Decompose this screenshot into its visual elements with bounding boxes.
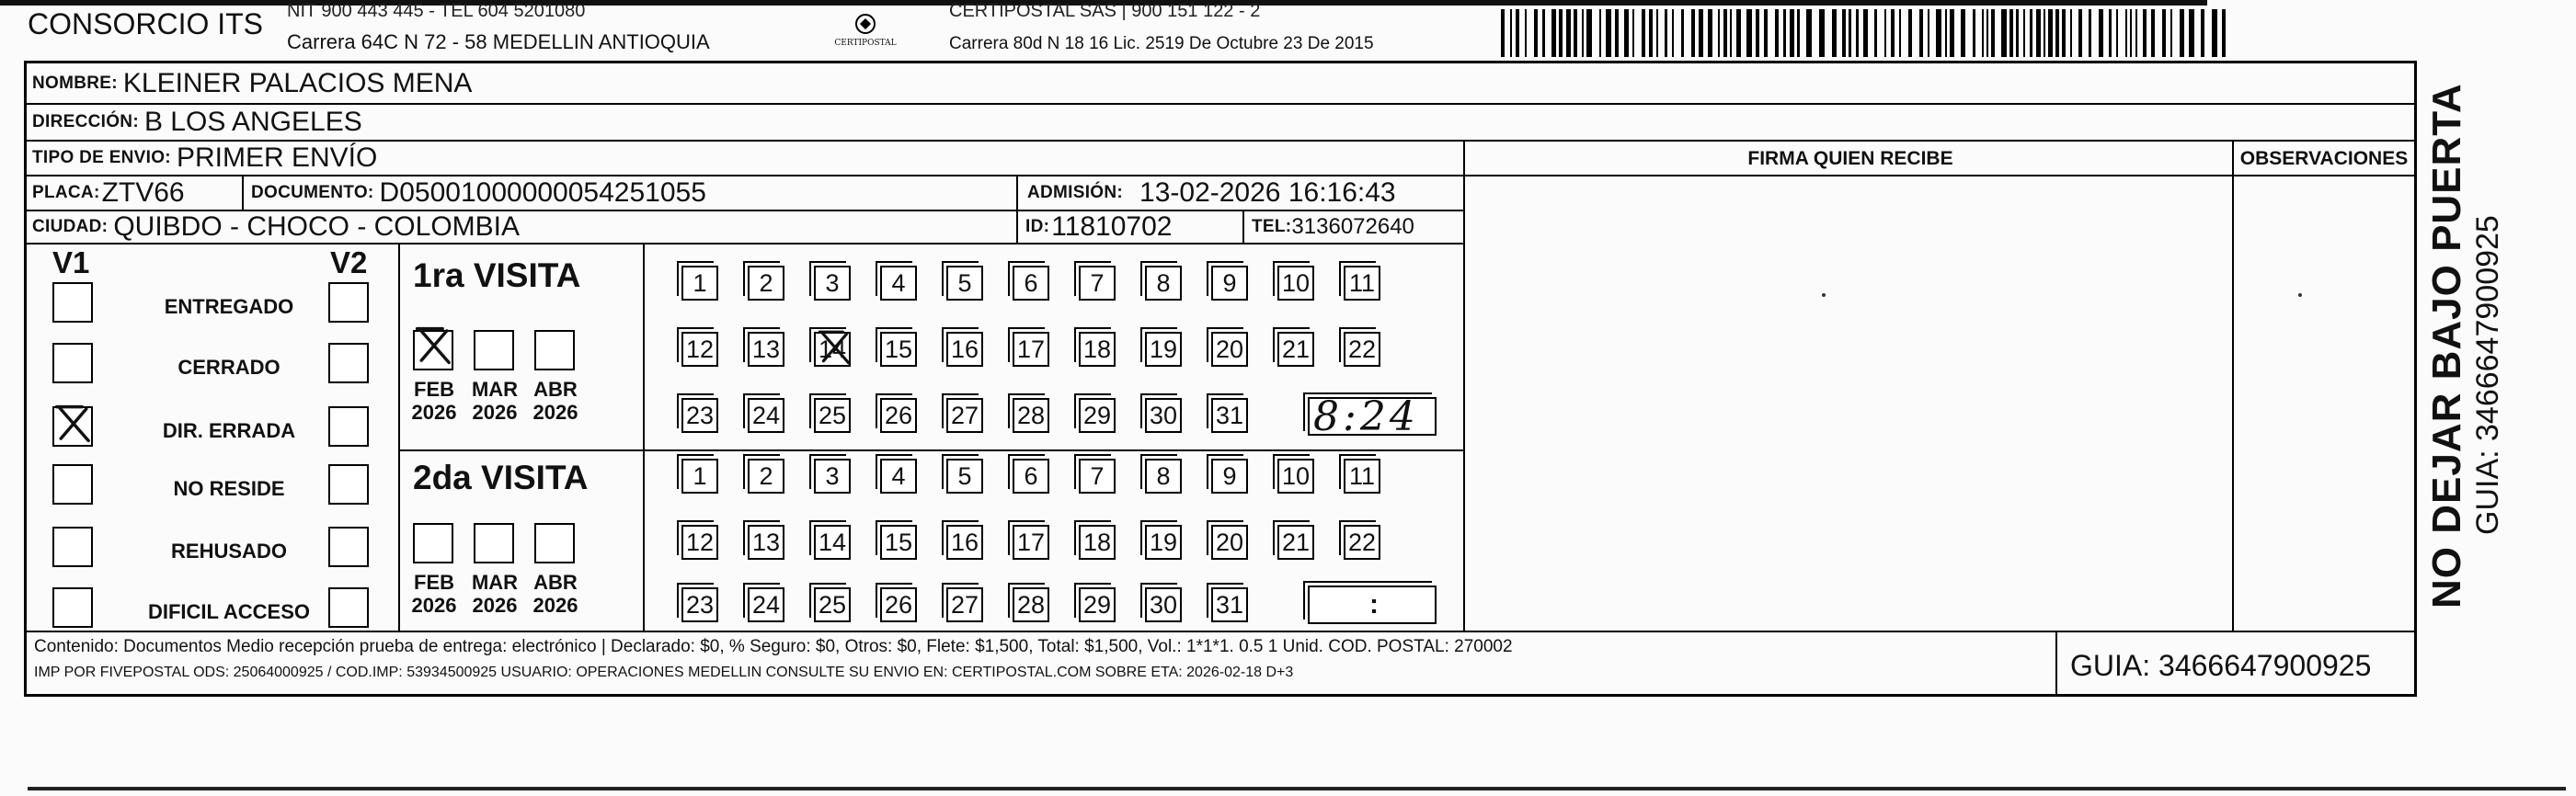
barcode-bar bbox=[2125, 9, 2127, 57]
barcode-bar bbox=[1624, 9, 1629, 57]
direccion-row bbox=[27, 105, 2414, 142]
barcode-bar bbox=[1945, 9, 1947, 57]
nombre-value: KLEINER PALACIOS MENA bbox=[122, 67, 473, 98]
day-box[interactable]: 15 bbox=[880, 525, 917, 560]
barcode-bar bbox=[2023, 9, 2025, 57]
barcode-bar bbox=[1501, 9, 1505, 57]
v1-checkbox[interactable] bbox=[52, 527, 93, 567]
barcode-bar bbox=[1863, 9, 1868, 57]
carrier-info-line1: CERTIPOSTAL SAS | 900 151 122 - 2 bbox=[949, 1, 1261, 21]
reason-label: DIR. ERRADA bbox=[162, 419, 296, 442]
day-box[interactable]: 23 bbox=[681, 587, 718, 622]
barcode-bar bbox=[2055, 9, 2059, 57]
barcode-bar bbox=[1982, 9, 1984, 57]
barcode-bar bbox=[2201, 9, 2204, 57]
day-box[interactable]: 14 bbox=[814, 525, 851, 560]
reason-label: DIFICIL ACCESO bbox=[147, 600, 310, 623]
v1-checkbox[interactable] bbox=[52, 343, 93, 383]
barcode-bar bbox=[1973, 9, 1975, 57]
barcode-bar bbox=[1606, 9, 1611, 57]
barcode-bar bbox=[1542, 9, 1545, 57]
barcode-bar bbox=[2170, 9, 2172, 57]
barcode-bar bbox=[1534, 9, 1538, 57]
day-box[interactable]: 10 bbox=[1277, 459, 1314, 494]
month-label: MAR 2026 bbox=[471, 378, 519, 424]
barcode-bar bbox=[2222, 9, 2226, 57]
barcode-bar bbox=[1746, 9, 1752, 57]
day-box[interactable]: 8 bbox=[1145, 266, 1182, 301]
certipostal-logo: CERTIPOSTAL bbox=[833, 11, 898, 57]
side-warning: NO DEJAR BAJO PUERTA bbox=[2424, 83, 2469, 608]
barcode-bar bbox=[2009, 9, 2013, 57]
barcode-bar bbox=[2109, 9, 2112, 57]
barcode-bar bbox=[1582, 9, 1584, 57]
check-mark-icon bbox=[413, 324, 455, 371]
barcode-bar bbox=[1665, 9, 1667, 57]
day-box[interactable]: 19 bbox=[1145, 525, 1182, 560]
month-checkbox-mar[interactable] bbox=[474, 330, 514, 370]
admision-value: 13-02-2026 16:16:43 bbox=[1139, 177, 1396, 208]
day-box[interactable]: 26 bbox=[880, 398, 917, 433]
barcode-bar bbox=[1525, 9, 1527, 57]
barcode-bar bbox=[1961, 9, 1965, 57]
day-box[interactable]: 28 bbox=[1013, 398, 1049, 433]
barcode-bar bbox=[1723, 9, 1727, 57]
barcode-bar bbox=[2070, 9, 2072, 57]
nombre-label: NOMBRE: bbox=[32, 73, 118, 93]
month-divider bbox=[643, 244, 645, 631]
barcode-bar bbox=[1783, 9, 1786, 57]
barcode-bar bbox=[2044, 9, 2045, 57]
barcode-bar bbox=[1632, 9, 1634, 57]
barcode-bar bbox=[1891, 9, 1895, 57]
tipo-row bbox=[27, 142, 1465, 176]
day-box[interactable]: 28 bbox=[1013, 587, 1049, 622]
observaciones-left-border bbox=[2232, 142, 2234, 631]
day-box[interactable]: 24 bbox=[748, 398, 784, 433]
month-label: ABR 2026 bbox=[532, 378, 578, 424]
barcode-bar bbox=[1730, 9, 1732, 57]
footer-guia-divider bbox=[2055, 631, 2057, 697]
day-box[interactable]: 22 bbox=[1344, 525, 1380, 560]
barcode-bar bbox=[2001, 9, 2007, 57]
visit-divider bbox=[398, 449, 1465, 451]
barcode-bar bbox=[1551, 9, 1556, 57]
barcode-bar bbox=[1991, 9, 1995, 57]
barcode-bar bbox=[1656, 9, 1658, 57]
day-box[interactable]: 11 bbox=[1344, 266, 1380, 301]
v2-checkbox[interactable] bbox=[328, 587, 369, 628]
day-box[interactable]: 1 bbox=[681, 459, 718, 494]
barcode-bar bbox=[1899, 9, 1901, 57]
reason-label: NO RESIDE bbox=[173, 477, 285, 500]
side-guia: GUIA: 3466647900925 bbox=[2470, 215, 2505, 535]
barcode-bar bbox=[2189, 9, 2194, 57]
day-box[interactable]: 30 bbox=[1145, 587, 1182, 622]
day-box[interactable]: 18 bbox=[1079, 525, 1116, 560]
barcode-bar bbox=[2048, 9, 2053, 57]
v1-checkbox[interactable] bbox=[52, 587, 93, 628]
admision-label: ADMISIÓN: bbox=[1027, 183, 1124, 202]
barcode-bar bbox=[2116, 9, 2118, 57]
v2-label: V2 bbox=[330, 245, 368, 279]
day-box[interactable]: 13 bbox=[748, 525, 784, 560]
day-box[interactable]: 2 bbox=[748, 266, 784, 301]
id-value: 11810702 bbox=[1051, 211, 1173, 242]
barcode-bar bbox=[2180, 9, 2184, 57]
day-box[interactable]: 30 bbox=[1145, 398, 1182, 433]
carrier-info-line2: Carrera 80d N 18 16 Lic. 2519 De Octubre 23 De 2015 bbox=[949, 34, 1374, 53]
day-box[interactable]: 17 bbox=[1013, 525, 1049, 560]
month-label: MAR 2026 bbox=[471, 571, 519, 617]
barcode-bar bbox=[1986, 9, 1988, 57]
barcode-bar bbox=[1681, 9, 1684, 57]
barcode-bar bbox=[1574, 9, 1577, 57]
v2-checkbox[interactable] bbox=[328, 527, 369, 567]
firma-left-border bbox=[1463, 142, 1465, 631]
barcode-bar bbox=[1806, 9, 1812, 57]
v2-checkbox[interactable] bbox=[328, 464, 369, 505]
barcode-bar bbox=[1510, 9, 1512, 57]
month-checkbox-abr[interactable] bbox=[534, 523, 575, 563]
barcode-bar bbox=[2036, 9, 2041, 57]
day-box[interactable]: 29 bbox=[1079, 587, 1116, 622]
day-box[interactable]: 3 bbox=[814, 459, 851, 494]
barcode-bar bbox=[1856, 9, 1859, 57]
barcode-bar bbox=[1756, 9, 1759, 57]
tel-value: 3136072640 bbox=[1291, 214, 1414, 239]
check-mark-icon bbox=[816, 328, 854, 373]
placa-row bbox=[27, 176, 1465, 211]
day-box[interactable]: 15 bbox=[880, 332, 917, 367]
shipping-form bbox=[24, 61, 2417, 697]
reasons-divider bbox=[398, 244, 400, 631]
observaciones-header: OBSERVACIONES bbox=[2239, 148, 2409, 169]
barcode-bar bbox=[2143, 9, 2147, 57]
footer-content: Contenido: Documentos Medio recepción prueba de entrega: electrónico | Declarado: $0, % Seguro: $0, Otros: $0, Flete: $1,500, Total: $1,500, Vol.: 1*1*1. 0.5 1 Unid. COD. POSTAL: 270002 bbox=[34, 637, 1513, 656]
barcode-bar bbox=[1699, 9, 1703, 57]
barcode-bar bbox=[1790, 9, 1794, 57]
barcode-bar bbox=[1775, 9, 1779, 57]
day-box[interactable]: 17 bbox=[1013, 332, 1049, 367]
first-visit-time: 8:24 bbox=[1313, 393, 1419, 440]
barcode-bar bbox=[1599, 9, 1601, 57]
barcode-bar bbox=[2099, 9, 2103, 57]
month-label: FEB 2026 bbox=[411, 571, 457, 617]
barcode-bar bbox=[1874, 9, 1877, 57]
first-visit-time-box bbox=[1308, 393, 1437, 440]
v1-checkbox[interactable] bbox=[52, 464, 93, 505]
barcode-bar bbox=[2016, 9, 2019, 57]
v1-checkbox[interactable] bbox=[52, 282, 93, 323]
barcode-bar bbox=[1936, 9, 1941, 57]
company-info-line2: Carrera 64C N 72 - 58 MEDELLIN ANTIOQUIA bbox=[287, 30, 710, 53]
ciudad-label: CIUDAD: bbox=[32, 217, 109, 236]
documento-label: DOCUMENTO: bbox=[251, 183, 374, 202]
nombre-row bbox=[27, 63, 2414, 105]
day-box[interactable]: 3 bbox=[814, 266, 851, 301]
month-label: FEB 2026 bbox=[411, 378, 457, 424]
day-box[interactable]: 25 bbox=[814, 587, 851, 622]
day-box[interactable]: 12 bbox=[681, 332, 718, 367]
barcode-bar bbox=[1819, 9, 1825, 57]
barcode-bar bbox=[1642, 9, 1645, 57]
barcode-bar bbox=[2089, 9, 2091, 57]
barcode-bar bbox=[1586, 9, 1592, 57]
barcode-bar bbox=[1736, 9, 1741, 57]
day-box[interactable]: 21 bbox=[1277, 332, 1314, 367]
day-box[interactable]: 27 bbox=[946, 398, 983, 433]
barcode-bar bbox=[1950, 9, 1954, 57]
ciudad-value: QUIBDO - CHOCO - COLOMBIA bbox=[113, 211, 521, 242]
barcode-bar bbox=[1849, 9, 1851, 57]
month-checkbox-feb[interactable] bbox=[413, 523, 453, 563]
day-box[interactable]: 21 bbox=[1277, 525, 1314, 560]
barcode-bar bbox=[1797, 9, 1800, 57]
second-visit-title: 2da VISITA bbox=[413, 459, 589, 496]
day-box[interactable]: 2 bbox=[748, 459, 784, 494]
company-name: CONSORCIO ITS bbox=[28, 7, 264, 40]
placa-label: PLACA: bbox=[32, 183, 100, 202]
day-box[interactable]: 29 bbox=[1079, 398, 1116, 433]
bottom-rule bbox=[28, 787, 2566, 790]
day-box[interactable]: 6 bbox=[1013, 266, 1049, 301]
day-box[interactable]: 9 bbox=[1211, 266, 1248, 301]
barcode-bar bbox=[1615, 9, 1619, 57]
barcode-bar bbox=[1928, 9, 1929, 57]
day-box[interactable]: 16 bbox=[946, 525, 983, 560]
day-box[interactable]: 13 bbox=[748, 332, 784, 367]
barcode-bar bbox=[1649, 9, 1653, 57]
day-box[interactable]: 7 bbox=[1079, 266, 1116, 301]
documento-value: D05001000000054251055 bbox=[379, 177, 706, 208]
barcode-bar bbox=[2130, 9, 2132, 57]
direccion-value: B LOS ANGELES bbox=[143, 107, 362, 137]
barcode-bar bbox=[2135, 9, 2137, 57]
reason-label: REHUSADO bbox=[171, 540, 287, 563]
day-box[interactable]: 14 bbox=[814, 332, 851, 367]
tipo-label: TIPO DE ENVIO: bbox=[32, 148, 171, 167]
month-checkbox-mar[interactable] bbox=[474, 523, 514, 563]
day-box[interactable]: 9 bbox=[1211, 459, 1248, 494]
barcode-bar bbox=[1919, 9, 1923, 57]
company-info-line1: NIT 900 443 445 - TEL 604 5201080 bbox=[287, 1, 586, 21]
barcode-bar bbox=[1672, 9, 1674, 57]
day-box[interactable]: 19 bbox=[1145, 332, 1182, 367]
barcode-bar bbox=[1566, 9, 1571, 57]
placa-value: ZTV66 bbox=[101, 177, 185, 208]
day-box[interactable]: 18 bbox=[1079, 332, 1116, 367]
v1-label: V1 bbox=[52, 245, 90, 279]
day-box[interactable]: 23 bbox=[681, 398, 718, 433]
barcode-bar bbox=[2162, 9, 2166, 57]
barcode-bar bbox=[2151, 9, 2155, 57]
v2-checkbox[interactable] bbox=[328, 282, 369, 323]
footer-guia: GUIA: 3466647900925 bbox=[2070, 649, 2372, 682]
second-visit-time-box bbox=[1308, 586, 1437, 624]
day-box[interactable]: 16 bbox=[946, 332, 983, 367]
reason-label: CERRADO bbox=[177, 356, 280, 379]
barcode-bar bbox=[1708, 9, 1712, 57]
footer-print-info: IMP POR FIVEPOSTAL ODS: 25064000925 / COD.IMP: 53934500925 USUARIO: OPERACIONES MEDELLIN CONSULTE SU ENVIO EN: CERTIPOSTAL.COM SOBRE ETA: 2026-02-18 D+3 bbox=[34, 665, 1294, 680]
day-box[interactable]: 27 bbox=[946, 587, 983, 622]
barcode-bar bbox=[1908, 9, 1912, 57]
day-box[interactable]: 12 bbox=[681, 525, 718, 560]
v2-checkbox[interactable] bbox=[328, 343, 369, 383]
second-visit-time: : bbox=[1369, 589, 1379, 620]
month-checkbox-abr[interactable] bbox=[534, 330, 575, 370]
day-box[interactable]: 24 bbox=[748, 587, 784, 622]
check-mark-icon bbox=[52, 403, 95, 449]
barcode bbox=[1501, 9, 2237, 57]
day-box[interactable]: 20 bbox=[1211, 525, 1248, 560]
barcode-bar bbox=[1718, 9, 1720, 57]
barcode-bar bbox=[1832, 9, 1837, 57]
firma-header: FIRMA QUIEN RECIBE bbox=[1747, 148, 1953, 169]
tipo-value: PRIMER ENVÍO bbox=[176, 142, 378, 173]
day-box[interactable]: 10 bbox=[1277, 266, 1314, 301]
day-box[interactable]: 5 bbox=[946, 266, 983, 301]
barcode-bar bbox=[2212, 9, 2217, 57]
barcode-bar bbox=[1884, 9, 1886, 57]
column-header-divider bbox=[1465, 175, 2414, 176]
day-box[interactable]: 4 bbox=[880, 459, 917, 494]
v1-checkbox[interactable] bbox=[52, 406, 93, 447]
day-box[interactable]: 1 bbox=[681, 266, 718, 301]
day-box[interactable]: 8 bbox=[1145, 459, 1182, 494]
barcode-bar bbox=[1764, 9, 1768, 57]
reason-label: ENTREGADO bbox=[164, 295, 294, 318]
barcode-bar bbox=[1691, 9, 1695, 57]
barcode-bar bbox=[2030, 9, 2032, 57]
id-label: ID: bbox=[1025, 217, 1050, 236]
v2-checkbox[interactable] bbox=[328, 406, 369, 447]
month-checkbox-feb[interactable] bbox=[413, 330, 453, 370]
ciudad-row bbox=[27, 211, 1465, 244]
day-box[interactable]: 6 bbox=[1013, 459, 1049, 494]
day-box[interactable]: 11 bbox=[1344, 459, 1380, 494]
barcode-bar bbox=[2062, 9, 2066, 57]
firma-dot bbox=[1822, 293, 1826, 297]
day-box[interactable]: 22 bbox=[1344, 332, 1380, 367]
day-box[interactable]: 7 bbox=[1079, 459, 1116, 494]
barcode-bar bbox=[1516, 9, 1519, 57]
month-label: ABR 2026 bbox=[532, 571, 578, 617]
day-box[interactable]: 25 bbox=[814, 398, 851, 433]
day-box[interactable]: 31 bbox=[1211, 587, 1248, 622]
tel-label: TEL: bbox=[1252, 217, 1292, 236]
barcode-bar bbox=[1559, 9, 1563, 57]
day-box[interactable]: 31 bbox=[1211, 398, 1248, 433]
direccion-label: DIRECCIÓN: bbox=[32, 112, 139, 131]
day-box[interactable]: 4 bbox=[880, 266, 917, 301]
day-box[interactable]: 26 bbox=[880, 587, 917, 622]
first-visit-title: 1ra VISITA bbox=[413, 256, 581, 294]
observaciones-dot bbox=[2298, 293, 2302, 297]
barcode-bar bbox=[1842, 9, 1846, 57]
day-box[interactable]: 5 bbox=[946, 459, 983, 494]
day-box[interactable]: 20 bbox=[1211, 332, 1248, 367]
barcode-bar bbox=[2078, 9, 2082, 57]
